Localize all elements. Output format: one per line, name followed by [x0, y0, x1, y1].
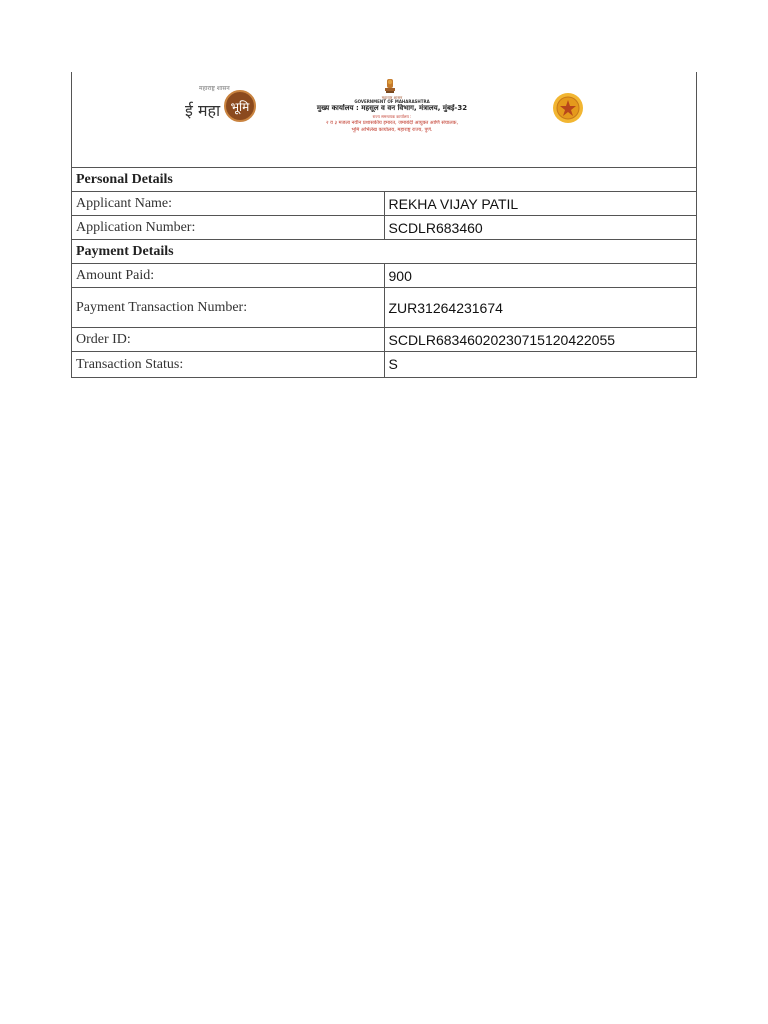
state-office-label: राज्य समन्वयक कार्यालय : — [372, 114, 412, 119]
order-id-label: Order ID: — [72, 328, 385, 352]
header-banner — [72, 72, 697, 168]
application-number-value: SCDLR683460 — [384, 216, 697, 240]
address-line-2: भूमि अभिलेख कार्यालय, महाराष्ट्र राज्य, पुणे. — [351, 127, 433, 133]
amount-paid-label: Amount Paid: — [72, 264, 385, 288]
table-row — [72, 288, 697, 328]
table-row — [72, 264, 697, 288]
government-header — [302, 78, 482, 148]
table-row — [72, 216, 697, 240]
table-row — [72, 192, 697, 216]
table-row — [72, 352, 697, 378]
applicant-name-value: REKHA VIJAY PATIL — [384, 192, 697, 216]
transaction-number-label: Payment Transaction Number: — [72, 288, 385, 328]
head-office-line: मुख्य कार्यालय : महसूल व वन विभाग, मंत्रालय, मुंबई-32 — [316, 104, 468, 112]
govt-line-marathi: महाराष्ट्र शासन — [381, 95, 403, 100]
emahabhumi-logo — [185, 85, 251, 124]
transaction-status-label: Transaction Status: — [72, 352, 385, 378]
national-emblem-icon — [382, 78, 398, 94]
payment-receipt-table — [71, 72, 697, 378]
amount-paid-value: 900 — [384, 264, 697, 288]
maharashtra-seal-icon — [552, 92, 584, 124]
emahabhumi-logo-text: ई महा — [185, 101, 221, 120]
application-number-label: Application Number: — [72, 216, 385, 240]
table-row — [72, 328, 697, 352]
personal-details-heading: Personal Details — [72, 168, 697, 192]
payment-details-heading: Payment Details — [72, 240, 697, 264]
emahabhumi-seal-text: भूमि — [230, 99, 250, 114]
order-id-value: SCDLR68346020230715120422055 — [384, 328, 697, 352]
emahabhumi-seal-icon — [224, 90, 256, 122]
emahabhumi-logo-caption: महाराष्ट्र शासन — [199, 85, 230, 92]
applicant-name-label: Applicant Name: — [72, 192, 385, 216]
govt-line-english: GOVERNMENT OF MAHARASHTRA — [354, 99, 430, 104]
transaction-number-value: ZUR31264231674 — [384, 288, 697, 328]
address-line-1: २ व ३ मजला नवीन प्रशासकीय इमारत, जमाबंदी आयुक्त आणि संचालक, — [325, 120, 459, 126]
transaction-status-value: S — [384, 352, 697, 378]
